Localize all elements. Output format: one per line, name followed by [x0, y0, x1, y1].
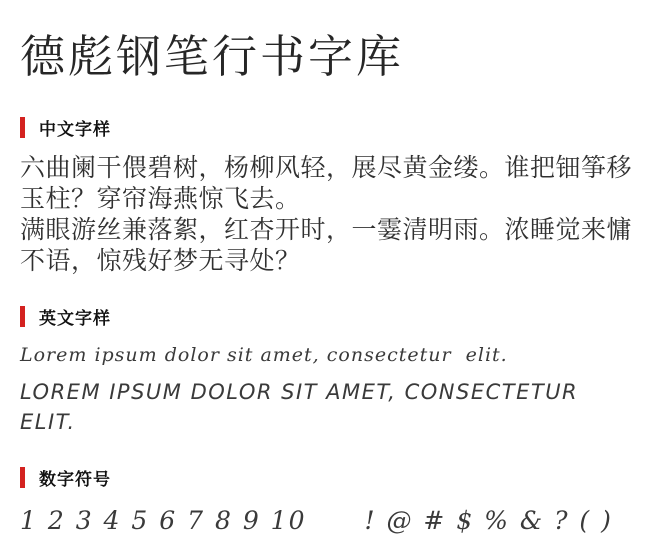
section-english-sample: [20, 304, 640, 437]
red-bar-marker-icon: [20, 306, 25, 327]
english-sample-lowercase-line: Lorem ipsum dolor sit amet, consectetur elit.: [20, 343, 508, 366]
section-heading-chinese: 中文字样: [39, 119, 111, 140]
red-bar-marker-icon: [20, 117, 25, 138]
red-bar-marker-icon: [20, 467, 25, 488]
section-numbers-symbols: [20, 465, 640, 535]
section-chinese-sample: [20, 115, 640, 276]
section-header-english: [20, 304, 640, 329]
numbers-symbols-sample: [20, 506, 640, 535]
english-sample-uppercase-line: LOREM IPSUM DOLOR SIT AMET, CONSECTETUR ELIT.: [20, 379, 587, 434]
section-heading-english: 英文字样: [39, 308, 111, 329]
section-heading-numbers: 数字符号: [39, 469, 111, 490]
chinese-sample-paragraph-1: 六曲阑干偎碧树，杨柳风轻，展尽黄金缕。谁把钿筝移玉柱？穿帘海燕惊飞去。: [20, 152, 633, 213]
chinese-sample-paragraph-2: 满眼游丝兼落絮，红杏开时，一霎清明雨。浓睡觉来慵不语，惊残好梦无寻处？: [20, 214, 633, 275]
section-header-numbers: [20, 465, 640, 490]
digits-sample: 1 2 3 4 5 6 7 8 9 10: [20, 505, 307, 535]
chinese-sample-text: [20, 152, 640, 276]
english-sample-text: [20, 341, 640, 437]
symbols-sample: ! @ # $ % & ? ( ): [364, 505, 613, 535]
section-header-chinese: [20, 115, 640, 140]
page-title: 德彪钢笔行书字库: [20, 30, 405, 83]
